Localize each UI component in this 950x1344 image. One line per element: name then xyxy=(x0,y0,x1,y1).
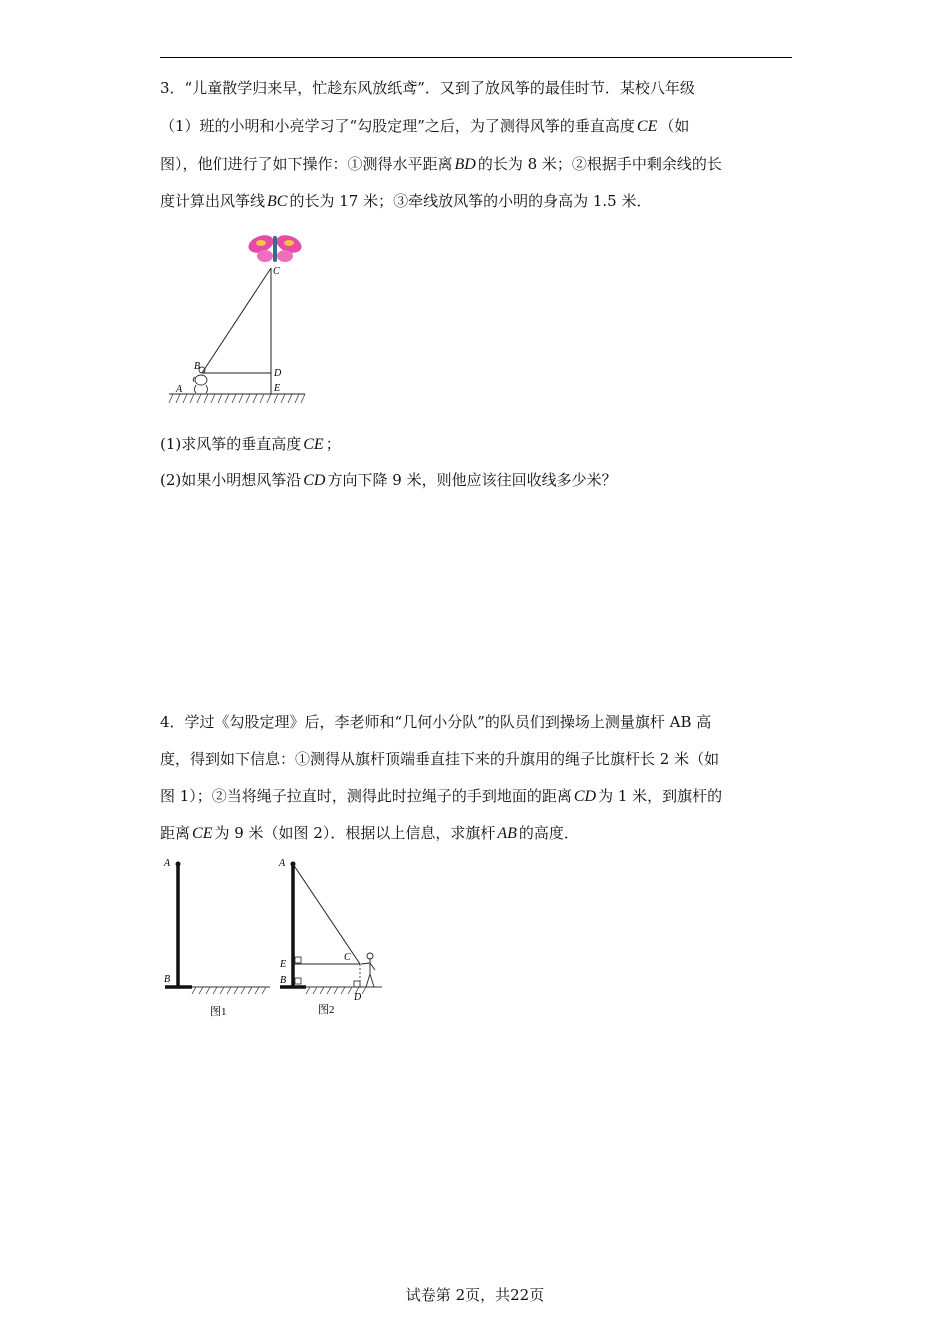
q3-kite-figure xyxy=(165,228,315,408)
q3-label-c: C xyxy=(273,266,280,277)
q3-sub-1-text: (1)求风筝的垂直高度 xyxy=(160,435,302,453)
q3-line-2 xyxy=(160,116,689,137)
q3-label-a: A xyxy=(176,384,183,395)
q3-math-bd: BD xyxy=(454,156,476,173)
q3-math-bc: BC xyxy=(267,193,288,210)
q4-fig1-label-b: B xyxy=(164,974,171,985)
q4-line-3 xyxy=(160,786,722,807)
q4-fig2-label-b: B xyxy=(280,975,287,986)
q4-fig1-caption: 图1 xyxy=(210,1006,227,1018)
q3-line-3-tail: 的长为 8 米；②根据手中剩余线的长 xyxy=(477,155,722,173)
q4-line-4 xyxy=(160,823,579,844)
q3-line-4-text: 度计算出风筝线 xyxy=(160,192,266,210)
q3-label-b: B xyxy=(194,361,201,372)
q3-sub-2-tail: 方向下降 9 米，则他应该往回收线多少米？ xyxy=(327,471,617,489)
q3-sub-2 xyxy=(160,470,617,491)
q4-math-ab: AB xyxy=(497,825,517,842)
q3-line-2-text: （1）班的小明和小亮学习了“勾股定理”之后，为了测得风筝的垂直高度 xyxy=(160,117,635,135)
q4-line-4-text: 距离 xyxy=(160,824,191,842)
q3-label-e: E xyxy=(274,383,281,394)
q3-sub-2-text: (2)如果小明想风筝沿 xyxy=(160,471,302,489)
q4-fig2-label-e: E xyxy=(280,959,287,970)
person-icon xyxy=(361,953,375,987)
q4-line-4-tail: 的高度． xyxy=(518,824,579,842)
q4-fig2-label-d: D xyxy=(354,992,362,1003)
q4-figure-1 xyxy=(160,852,275,1022)
header-rule xyxy=(160,57,792,58)
q3-line-1: 3．“儿童散学归来早，忙趁东风放纸鸢”．又到了放风筝的最佳时节．某校八年级 xyxy=(160,79,695,97)
q4-figure-2 xyxy=(276,852,388,1022)
q4-fig2-caption: 图2 xyxy=(318,1004,335,1016)
q3-line-3-text: 图），他们进行了如下操作：①测得水平距离 xyxy=(160,155,453,173)
q3-math-ce: CE xyxy=(636,118,658,135)
q3-line-4 xyxy=(160,191,652,212)
q3-sub-1-tail: ； xyxy=(325,435,341,453)
q4-line-2: 度，得到如下信息：①测得从旗杆顶端垂直挂下来的升旗用的绳子比旗杆长 2 米（如 xyxy=(160,750,720,768)
q4-math-cd: CD xyxy=(573,788,597,805)
q4-line-3-text: 图 1）；②当将绳子拉直时，测得此时拉绳子的手到地面的距离 xyxy=(160,787,572,805)
q4-math-ce: CE xyxy=(192,825,213,842)
q3-line-4-tail: 的长为 17 米；③牵线放风筝的小明的身高为 1.5 米． xyxy=(289,192,652,210)
page-footer: 试卷第 2页，共22页 xyxy=(405,1286,545,1304)
q4-line-3-tail: 为 1 米，到旗杆的 xyxy=(598,787,723,805)
q4-line-4-mid: 为 9 米（如图 2）．根据以上信息，求旗杆 xyxy=(214,824,496,842)
q4-line-1: 4．学过《勾股定理》后，李老师和“几何小分队”的队员们到操场上测量旗杆 AB 高 xyxy=(160,713,712,731)
q3-sub-1-math: CE xyxy=(303,436,324,453)
q4-fig2-label-a: A xyxy=(279,858,286,869)
q4-fig2-label-c: C xyxy=(344,952,351,963)
q3-label-d: D xyxy=(274,368,282,379)
q3-sub-2-math: CD xyxy=(303,472,326,489)
q3-line-2-tail: （如 xyxy=(659,117,690,135)
q3-line-3 xyxy=(160,154,722,175)
q3-sub-1 xyxy=(160,434,341,455)
butterfly-kite-icon xyxy=(246,232,304,262)
q4-fig1-label-a: A xyxy=(164,858,171,869)
